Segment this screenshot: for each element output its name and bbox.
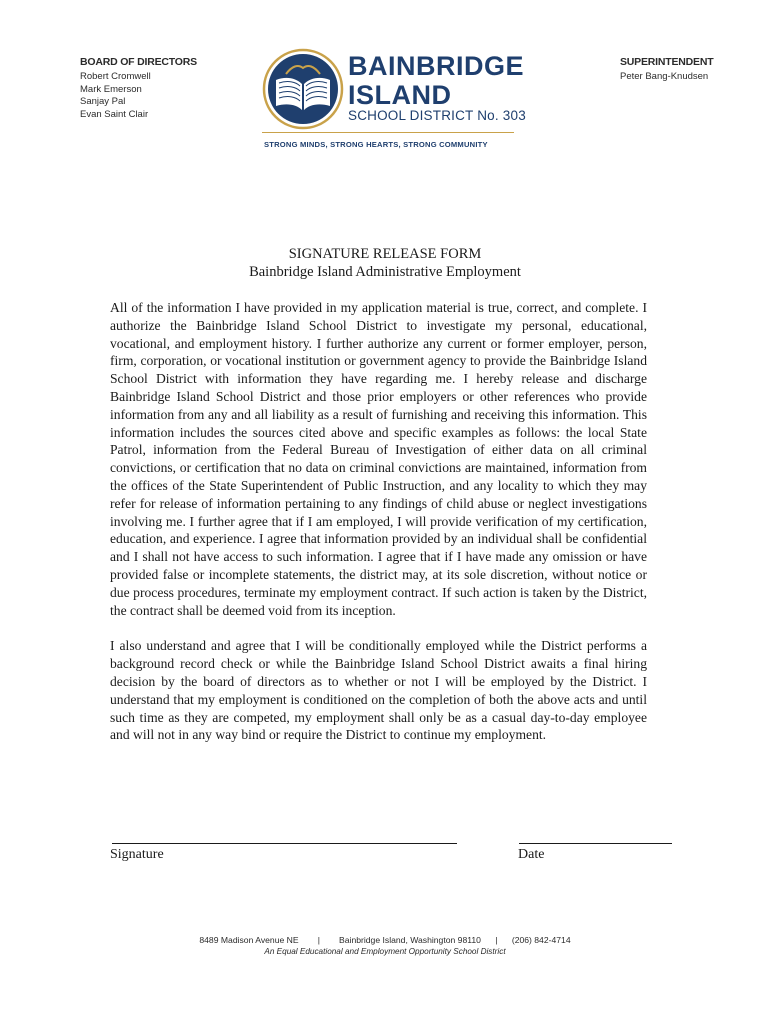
logo-line-2: ISLAND: [348, 80, 452, 110]
date-line[interactable]: [519, 843, 672, 844]
signature-label: Signature: [110, 847, 164, 862]
logo-tagline: STRONG MINDS, STRONG HEARTS, STRONG COMMUNITY: [264, 140, 488, 149]
superintendent-name: Peter Bang-Knudsen: [620, 71, 709, 82]
footer-street: 8489 Madison Avenue NE: [199, 935, 299, 945]
board-member: Sanjay Pal: [80, 96, 126, 107]
footer-city: Bainbridge Island, Washington 98110: [339, 935, 481, 945]
signature-line[interactable]: [112, 843, 457, 844]
logo-subtitle: SCHOOL DISTRICT No. 303: [348, 108, 526, 123]
open-book-emblem-icon: [262, 48, 344, 130]
superintendent-block: [620, 56, 713, 84]
board-label: BOARD OF DIRECTORS: [80, 56, 197, 68]
board-member: Mark Emerson: [80, 83, 142, 95]
board-members: [80, 71, 197, 121]
footer-phone: (206) 842-4714: [511, 935, 571, 945]
board-of-directors-block: [80, 56, 197, 121]
form-title-block: [0, 246, 770, 281]
superintendent-names: [620, 71, 713, 84]
board-member: Robert Cromwell: [80, 71, 151, 82]
conditional-employment-paragraph: I also understand and agree that I will be conditionally employed while the District performs a background record check or while the Bainbridge Island School District awaits a final hiring decision by the board of directors as to whether or not I will be employed by the District. I understand that my employment is conditioned on the completion of both the above acts and until such time as they are competed, my employment shall only be as a casual day-to-day employee and will not in any way bind or require the District to continue my employment.: [110, 638, 647, 743]
footer: [0, 935, 770, 956]
logo-divider: [262, 132, 514, 133]
date-label: Date: [518, 847, 545, 862]
superintendent-label: SUPERINTENDENT: [620, 56, 714, 68]
footer-address-line: 8489 Madison Avenue NE | Bainbridge Island, Washington 98110 | (206) 842-4714: [199, 935, 571, 945]
board-member: Evan Saint Clair: [80, 108, 149, 120]
logo-line-1: BAINBRIDGE: [348, 51, 525, 81]
release-paragraph: All of the information I have provided in my application material is true, correct, and complete. I authorize the Bainbridge Island School District to investigate my personal, educational, vocational, and employment history. I further authorize any current or former employer, person, firm, corporation, or vocational institution or government agency to provide the Bainbridge Island School District with information they have regarding me. I hereby release and discharge Bainbridge Island School District and those prior employers or other references who provide information from any and all liability as a result of furnishing and receiving this information. This information includes the sources cited above and specific examples as follows: the local State Patrol, information from the Federal Bureau of Investigation of either data on all criminal convictions, or certification that no data on criminal convictions are maintained, information from the offices of the State Superintendent of Public Instruction, and any locality to which they may refer for release of information pertaining to any findings of child abuse or neglect investigations involving me. I further agree that if I am employed, I will provide verification of my certification, education, and experience. I agree that information provided by an individual shall be confidential and I shall not have access to such information. I agree that if I have made any omission or have provided false or incomplete statements, the district may, at its sole discretion, without notice or due process procedures, terminate my employment contract. If such action is taken by the District, the contract shall be deemed void from its inception.: [110, 300, 647, 618]
footer-eeo-statement: An Equal Educational and Employment Opportunity School District: [264, 947, 506, 956]
form-title: SIGNATURE RELEASE FORM: [288, 246, 482, 262]
logo-wordmark: [348, 52, 524, 110]
district-logo: [262, 48, 526, 158]
form-body: [110, 299, 647, 762]
form-subtitle: Bainbridge Island Administrative Employment: [249, 264, 521, 280]
